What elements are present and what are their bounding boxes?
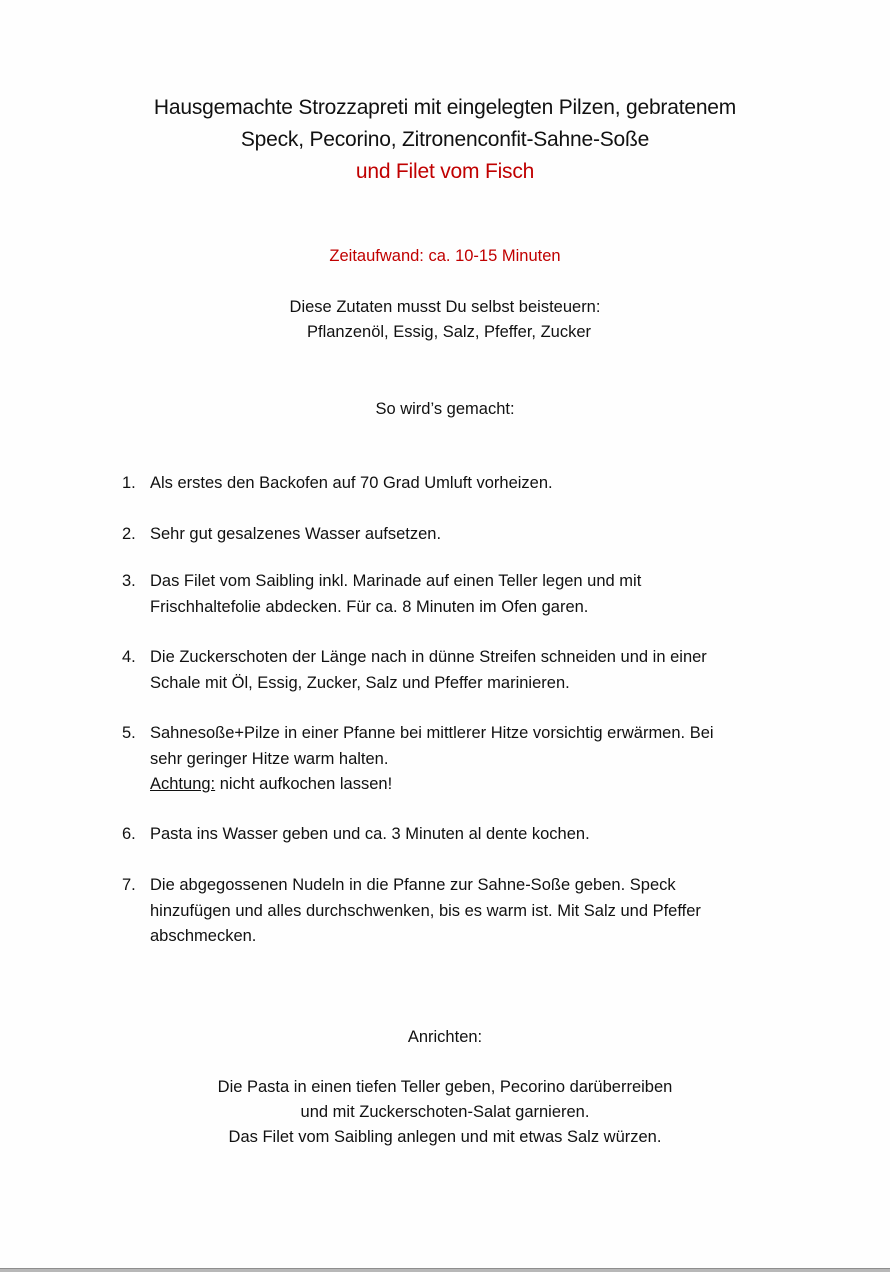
recipe-title-line-2: Speck, Pecorino, Zitronenconfit-Sahne-Soße bbox=[240, 128, 650, 151]
step-warning bbox=[150, 772, 780, 798]
step-text: Die abgegossenen Nudeln in die Pfanne zur Sahne-Soße geben. Speck bbox=[150, 876, 676, 894]
step-number: 5. bbox=[122, 724, 136, 742]
warning-text: nicht aufkochen lassen! bbox=[215, 775, 393, 793]
serving-text-line: Das Filet vom Saibling anlegen und mit etwas Salz würzen. bbox=[228, 1128, 662, 1146]
recipe-title-line-3: und Filet vom Fisch bbox=[355, 160, 535, 183]
step-text: Frischhaltefolie abdecken. Für ca. 8 Minuten im Ofen garen. bbox=[150, 597, 589, 616]
time-required: Zeitaufwand: ca. 10-15 Minuten bbox=[329, 247, 561, 265]
instructions-heading: So wird’s gemacht: bbox=[375, 400, 515, 418]
step-text: hinzufügen und alles durchschwenken, bis es warm ist. Mit Salz und Pfeffer bbox=[150, 901, 701, 920]
step-text: Sehr gut gesalzenes Wasser aufsetzen. bbox=[150, 525, 442, 543]
page-bottom-border bbox=[0, 1268, 890, 1272]
ingredients-list: Pflanzenöl, Essig, Salz, Pfeffer, Zucker bbox=[307, 323, 591, 341]
step-number: 6. bbox=[122, 825, 136, 843]
step-text: Sahnesoße+Pilze in einer Pfanne bei mittlerer Hitze vorsichtig erwärmen. Bei bbox=[150, 724, 714, 742]
step-text: abschmecken. bbox=[150, 927, 257, 945]
serving-heading: Anrichten: bbox=[407, 1028, 483, 1046]
step-text: Schale mit Öl, Essig, Zucker, Salz und Pfeffer marinieren. bbox=[150, 673, 570, 692]
step-number: 2. bbox=[122, 525, 136, 543]
step-number: 4. bbox=[122, 648, 136, 666]
step-text: sehr geringer Hitze warm halten. bbox=[150, 749, 389, 768]
step-text: Als erstes den Backofen auf 70 Grad Umluft vorheizen. bbox=[150, 474, 553, 492]
serving-text-line: Die Pasta in einen tiefen Teller geben, Pecorino darüberreiben bbox=[217, 1078, 673, 1096]
recipe-title-line-1: Hausgemachte Strozzapreti mit eingelegten Pilzen, gebratenem bbox=[153, 96, 737, 119]
step-number: 3. bbox=[122, 572, 136, 590]
warning-label: Achtung: bbox=[150, 775, 216, 793]
step-text: Die Zuckerschoten der Länge nach in dünne Streifen schneiden und in einer bbox=[150, 648, 707, 666]
serving-text-line: und mit Zuckerschoten-Salat garnieren. bbox=[300, 1103, 590, 1121]
ingredients-intro: Diese Zutaten musst Du selbst beisteuern: bbox=[289, 298, 601, 316]
step-text: Pasta ins Wasser geben und ca. 3 Minuten al dente kochen. bbox=[150, 825, 590, 843]
step-text: Das Filet vom Saibling inkl. Marinade auf einen Teller legen und mit bbox=[150, 572, 642, 590]
step-number: 1. bbox=[122, 474, 136, 492]
step-number: 7. bbox=[122, 876, 136, 894]
